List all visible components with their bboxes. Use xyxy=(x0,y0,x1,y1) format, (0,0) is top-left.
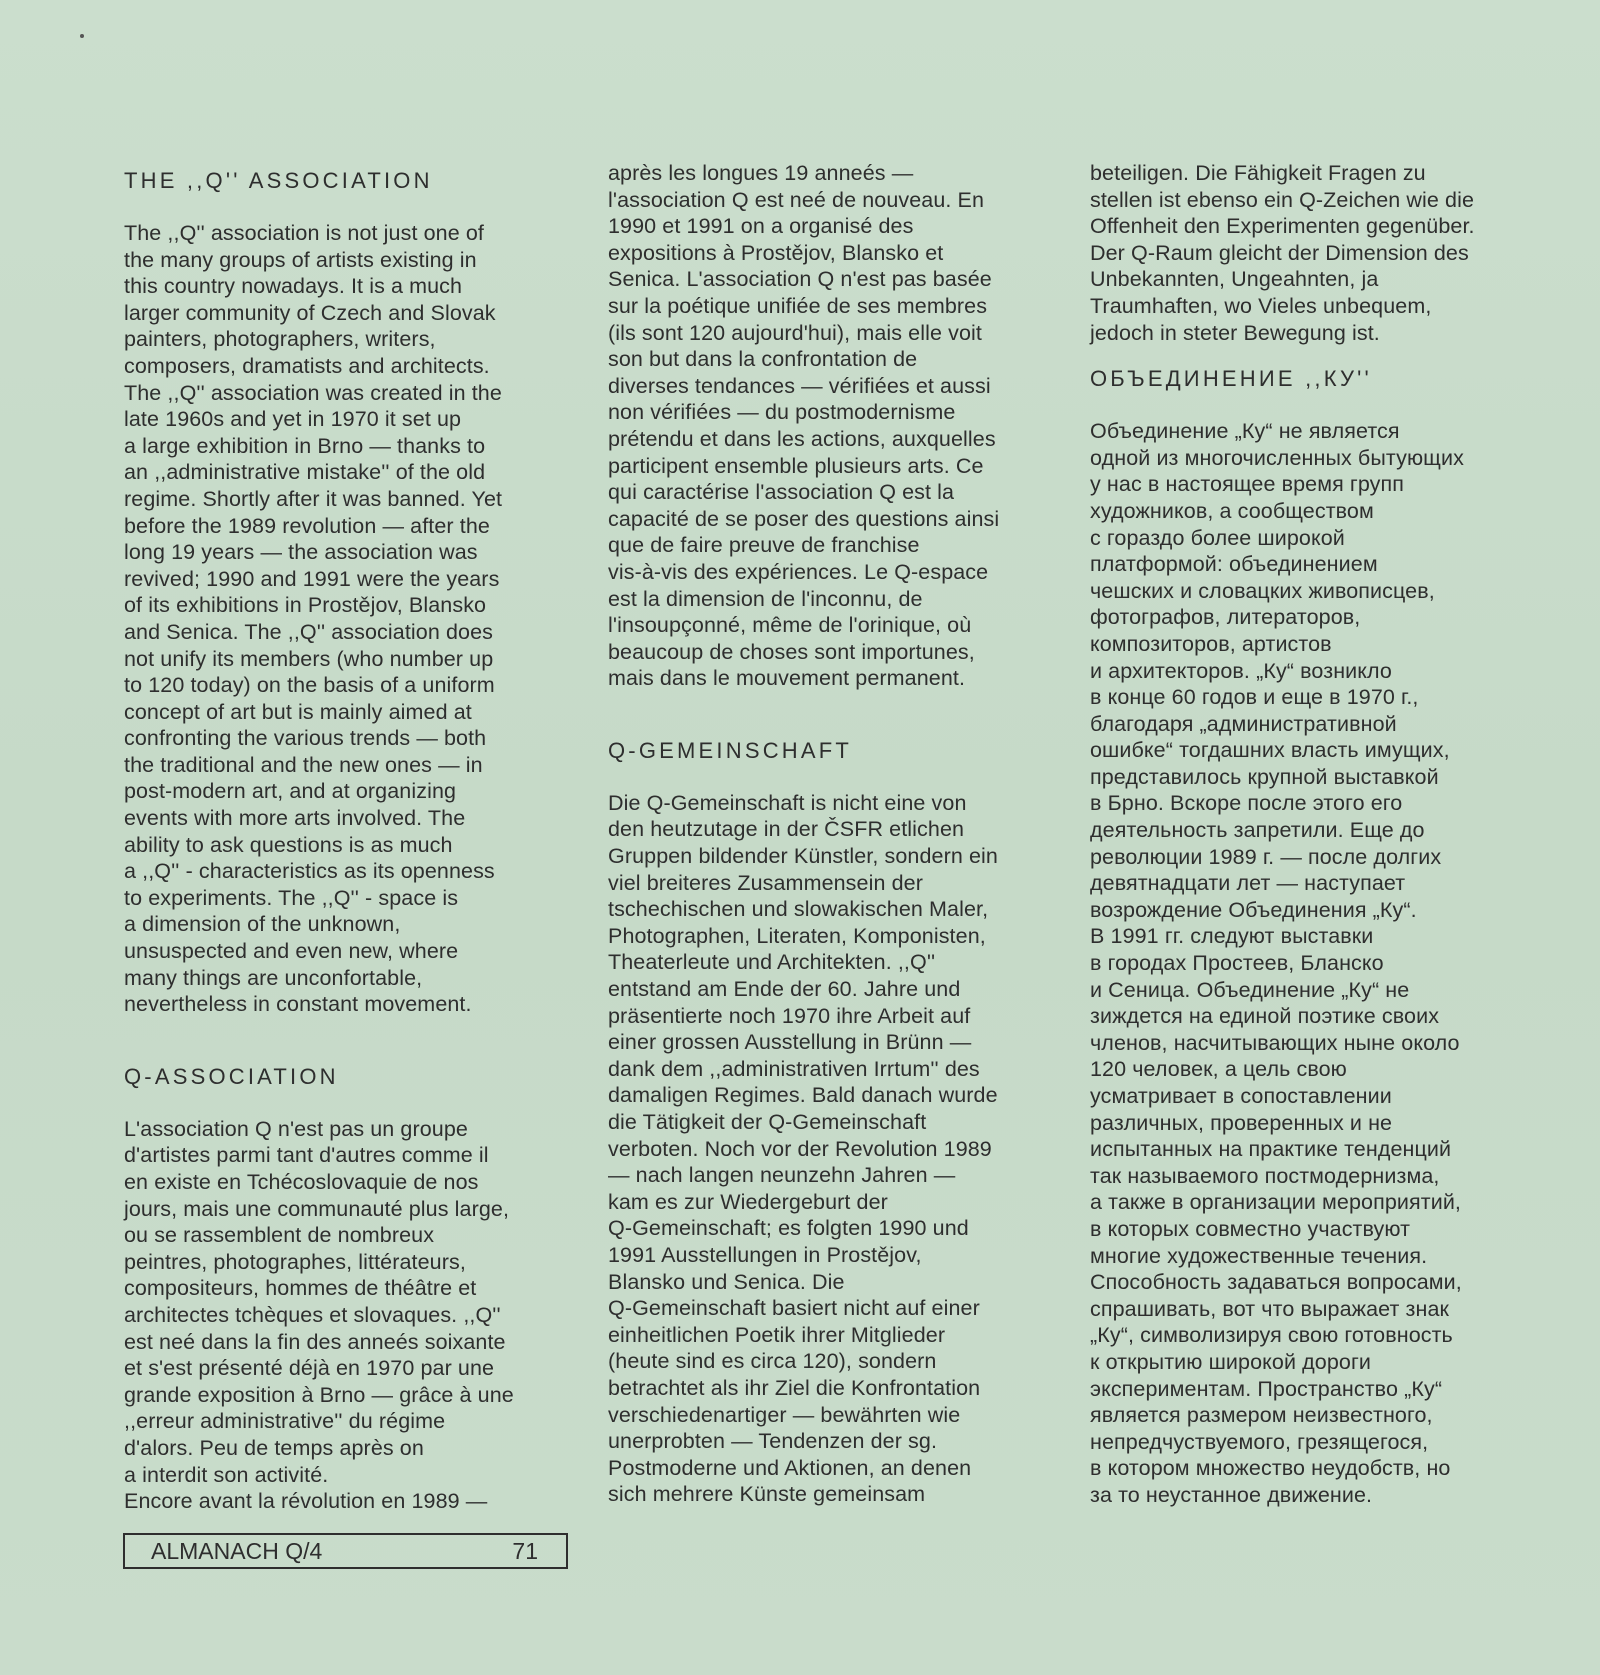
page-number: 71 xyxy=(512,1537,538,1564)
paper-speck xyxy=(80,34,84,38)
paragraph-german-part1: Die Q-Gemeinschaft is nicht eine von den heutzutage in der ČSFR etlichen Gruppen bildender Künstler, sondern ein viel breiteres Zusammensein der tschechischen und slowakischen Maler, Photographen, Literaten, Komponisten, Theaterleute und Architekten. ,,Q'' entstand am Ende der 60. Jahre und präsentierte noch 1970 ihre Arbeit auf einer grossen Ausstellung in Brünn — dank dem ,,administrativen Irrtum'' des damaligen Regimes. Bald danach wurde die Tätigkeit der Q-Gemeinschaft verboten. Noch vor der Revolution 1989 — nach langen neunzehn Jahren — kam es zur Wiedergeburt der Q-Gemeinschaft; es folgten 1990 und 1991 Ausstellungen in Prostějov, Blansko und Senica. Die Q-Gemeinschaft basiert nicht auf einer einheitlichen Poetik ihrer Mitglieder (heute sind es circa 120), sondern betrachtet als ihr Ziel die Konfrontation verschiedenartiger — bewährten wie unerprobten — Tendenzen der sg. Postmoderne und Aktionen, an denen sich mehrere Künste gemeinsam xyxy=(608,790,998,1507)
paragraph-russian: Объединение „Ку“ не является одной из многочисленных бытующих у нас в настоящее время групп художников, а сообществом с гораздо более широкой платформой: объединением чешских и словацких живописцев, фотографов, литераторов, композиторов, артистов и архитекторов. „Ку“ возникло в конце 60 годов и еще в 1970 г., благодаря „административной ошибке“ тогдашних власть имущих, представилось крупной выставкой в Брно. Вскоре после этого его деятельность запретили. Еще до революции 1989 г. — после долгих девятнадцати лет — наступает возрождение Объединения „Ку“. В 1991 гг. следуют выставки в городах Простеев, Бланско и Сеница. Объединение „Ку“ не зиждется на единой поэтике своих членов, насчитывающих ныне около 120 человек, а цель свою усматривает в сопоставлении различных, проверенных и не испытанных на практике тенденций так называемого постмодернизма, а также в организации мероприятий, в которых совместно участвуют многие художественные течения. Способность задаваться вопросами, спрашивать, вот что выражает знак „Ку“, символизируя свою готовность к открытию широкой дороги экспериментам. Пространство „Ку“ является размером неизвестного, непредчуствуемого, грезящегося, в котором множество неудобств, но за то неустанное движение. xyxy=(1090,419,1464,1507)
paragraph-french-part2: après les longues 19 anneés — l'association Q est neé de nouveau. En 1990 et 1991 on a organisé des expositions à Prostějov, Blansko et Senica. L'association Q n'est pas basée sur la poétique unifiée de ses membres (ils sont 120 aujourd'hui), mais elle voit son but dans la confrontation de diverses tendances — vérifiées et aussi non vérifiées — du postmodernisme prétendu et dans les actions, auxquelles participent ensemble plusieurs arts. Ce qui caractérise l'association Q est la capacité de se poser des questions ainsi que de faire preuve de franchise vis-à-vis des expériences. Le Q-espace est la dimension de l'inconnu, de l'insoupçonné, même de l'orinique, où beaucoup de choses sont importunes, mais dans le mouvement permanent. xyxy=(608,161,1000,691)
heading-german: Q-GEMEINSCHAFT xyxy=(608,737,853,763)
paragraph-french-part1: L'association Q n'est pas un groupe d'artistes parmi tant d'autres comme il en existe en Tchécoslovaquie de nos jours, mais une communauté plus large, ou se rassemblent de nombreux peintres, photographes, littérateurs, compositeurs, hommes de théâtre et architectes tchèques et slovaques. ,,Q'' est neé dans la fin des anneés soixante et s'est présenté déjà en 1970 par une grande exposition à Brno — grâce à une ,,erreur administrative'' du régime d'alors. Peu de temps après on a interdit son activité. Encore avant la révolution en 1989 — xyxy=(124,1116,514,1514)
heading-english: THE ,,Q'' ASSOCIATION xyxy=(124,168,433,193)
page-footer xyxy=(123,1533,568,1569)
column-french-german xyxy=(608,160,1060,1528)
publication-title: ALMANACH Q/4 xyxy=(151,1537,323,1564)
column-english xyxy=(124,160,576,1535)
heading-russian: ОБЪЕДИНЕНИЕ ,,КУ'' xyxy=(1090,366,1372,392)
heading-french: Q-ASSOCIATION xyxy=(124,1063,339,1089)
paragraph-german-part2: beteiligen. Die Fähigkeit Fragen zu stellen ist ebenso ein Q-Zeichen wie die Offenheit den Experimenten gegenüber. Der Q-Raum gleicht der Dimension des Unbekannten, Ungeahnten, ja Traumhaften, wo Vieles unbequem, jedoch in steter Bewegung ist. xyxy=(1090,161,1475,345)
paragraph-english: The ,,Q'' association is not just one of the many groups of artists existing in this country nowadays. It is a much larger community of Czech and Slovak painters, photographers, writers, composers, dramatists and architects. The ,,Q'' association was created in the late 1960s and yet in 1970 it set up a large exhibition in Brno — thanks to an ,,administrative mistake'' of the old regime. Shortly after it was banned. Yet before the 1989 revolution — after the long 19 years — the association was revived; 1990 and 1991 were the years of its exhibitions in Prostějov, Blansko and Senica. The ,,Q'' association does not unify its members (who number up to 120 today) on the basis of a uniform concept of art but is mainly aimed at confronting the various trends — both the traditional and the new ones — in post-modern art, and at organizing events with more arts involved. The ability to ask questions is as much a ,,Q'' - characteristics as its openness to experiments. The ,,Q'' - space is a dimension of the unknown, unsuspected and even new, where many things are unconfortable, nevertheless in constant movement. xyxy=(124,221,503,1017)
column-german-russian xyxy=(1090,160,1550,1529)
